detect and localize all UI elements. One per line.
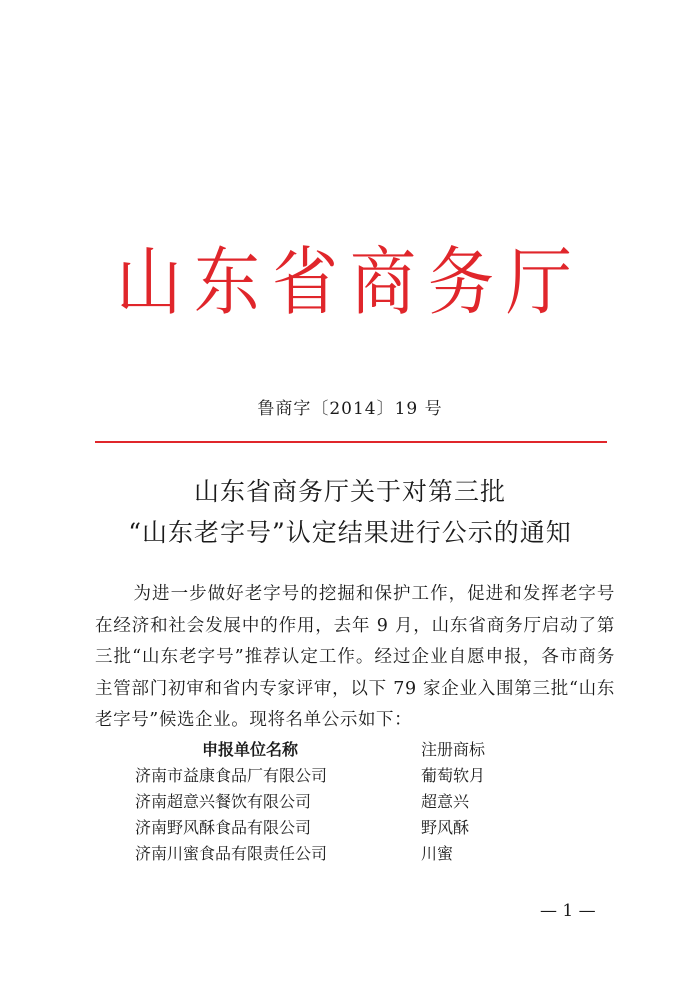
trademark-name: 葡萄软月 xyxy=(421,766,486,785)
body-paragraph: 为进一步做好老字号的挖掘和保护工作，促进和发挥老字号在经济和社会发展中的作用，去年 9 月，山东省商务厅启动了第三批“山东老字号”推荐认定工作。经过企业自愿申报，各市商务主管部门初审和省内专家评审，以下 79 家企业入围第三批“山东老字号”候选企业。现将名单公示如下： xyxy=(95,584,615,730)
trademark-name: 超意兴 xyxy=(421,792,470,811)
table-row xyxy=(0,841,700,867)
trademark-name: 野风酥 xyxy=(421,818,470,837)
document-number: 鲁商字〔2014〕19 号 xyxy=(257,399,443,419)
company-name: 济南市益康食品厂有限公司 xyxy=(135,766,328,785)
table-row xyxy=(0,789,700,815)
company-name: 济南超意兴餐饮有限公司 xyxy=(135,792,312,811)
page-number: — 1 — xyxy=(540,901,596,921)
organization-header: 山东省商务厅 xyxy=(116,239,584,326)
title-line-2: “山东老字号”认定结果进行公示的通知 xyxy=(128,518,572,547)
column-header-trademark: 注册商标 xyxy=(421,740,486,759)
column-header-company: 申报单位名称 xyxy=(202,740,299,759)
company-name: 济南野风酥食品有限公司 xyxy=(135,818,312,837)
red-divider xyxy=(95,441,607,443)
table-row xyxy=(0,763,700,789)
table-header-row xyxy=(0,737,700,763)
company-name: 济南川蜜食品有限责任公司 xyxy=(135,844,328,863)
body-text xyxy=(95,579,615,737)
trademark-name: 川蜜 xyxy=(421,844,454,863)
title-line-1: 山东省商务厅关于对第三批 xyxy=(193,477,506,506)
table-row xyxy=(0,815,700,841)
